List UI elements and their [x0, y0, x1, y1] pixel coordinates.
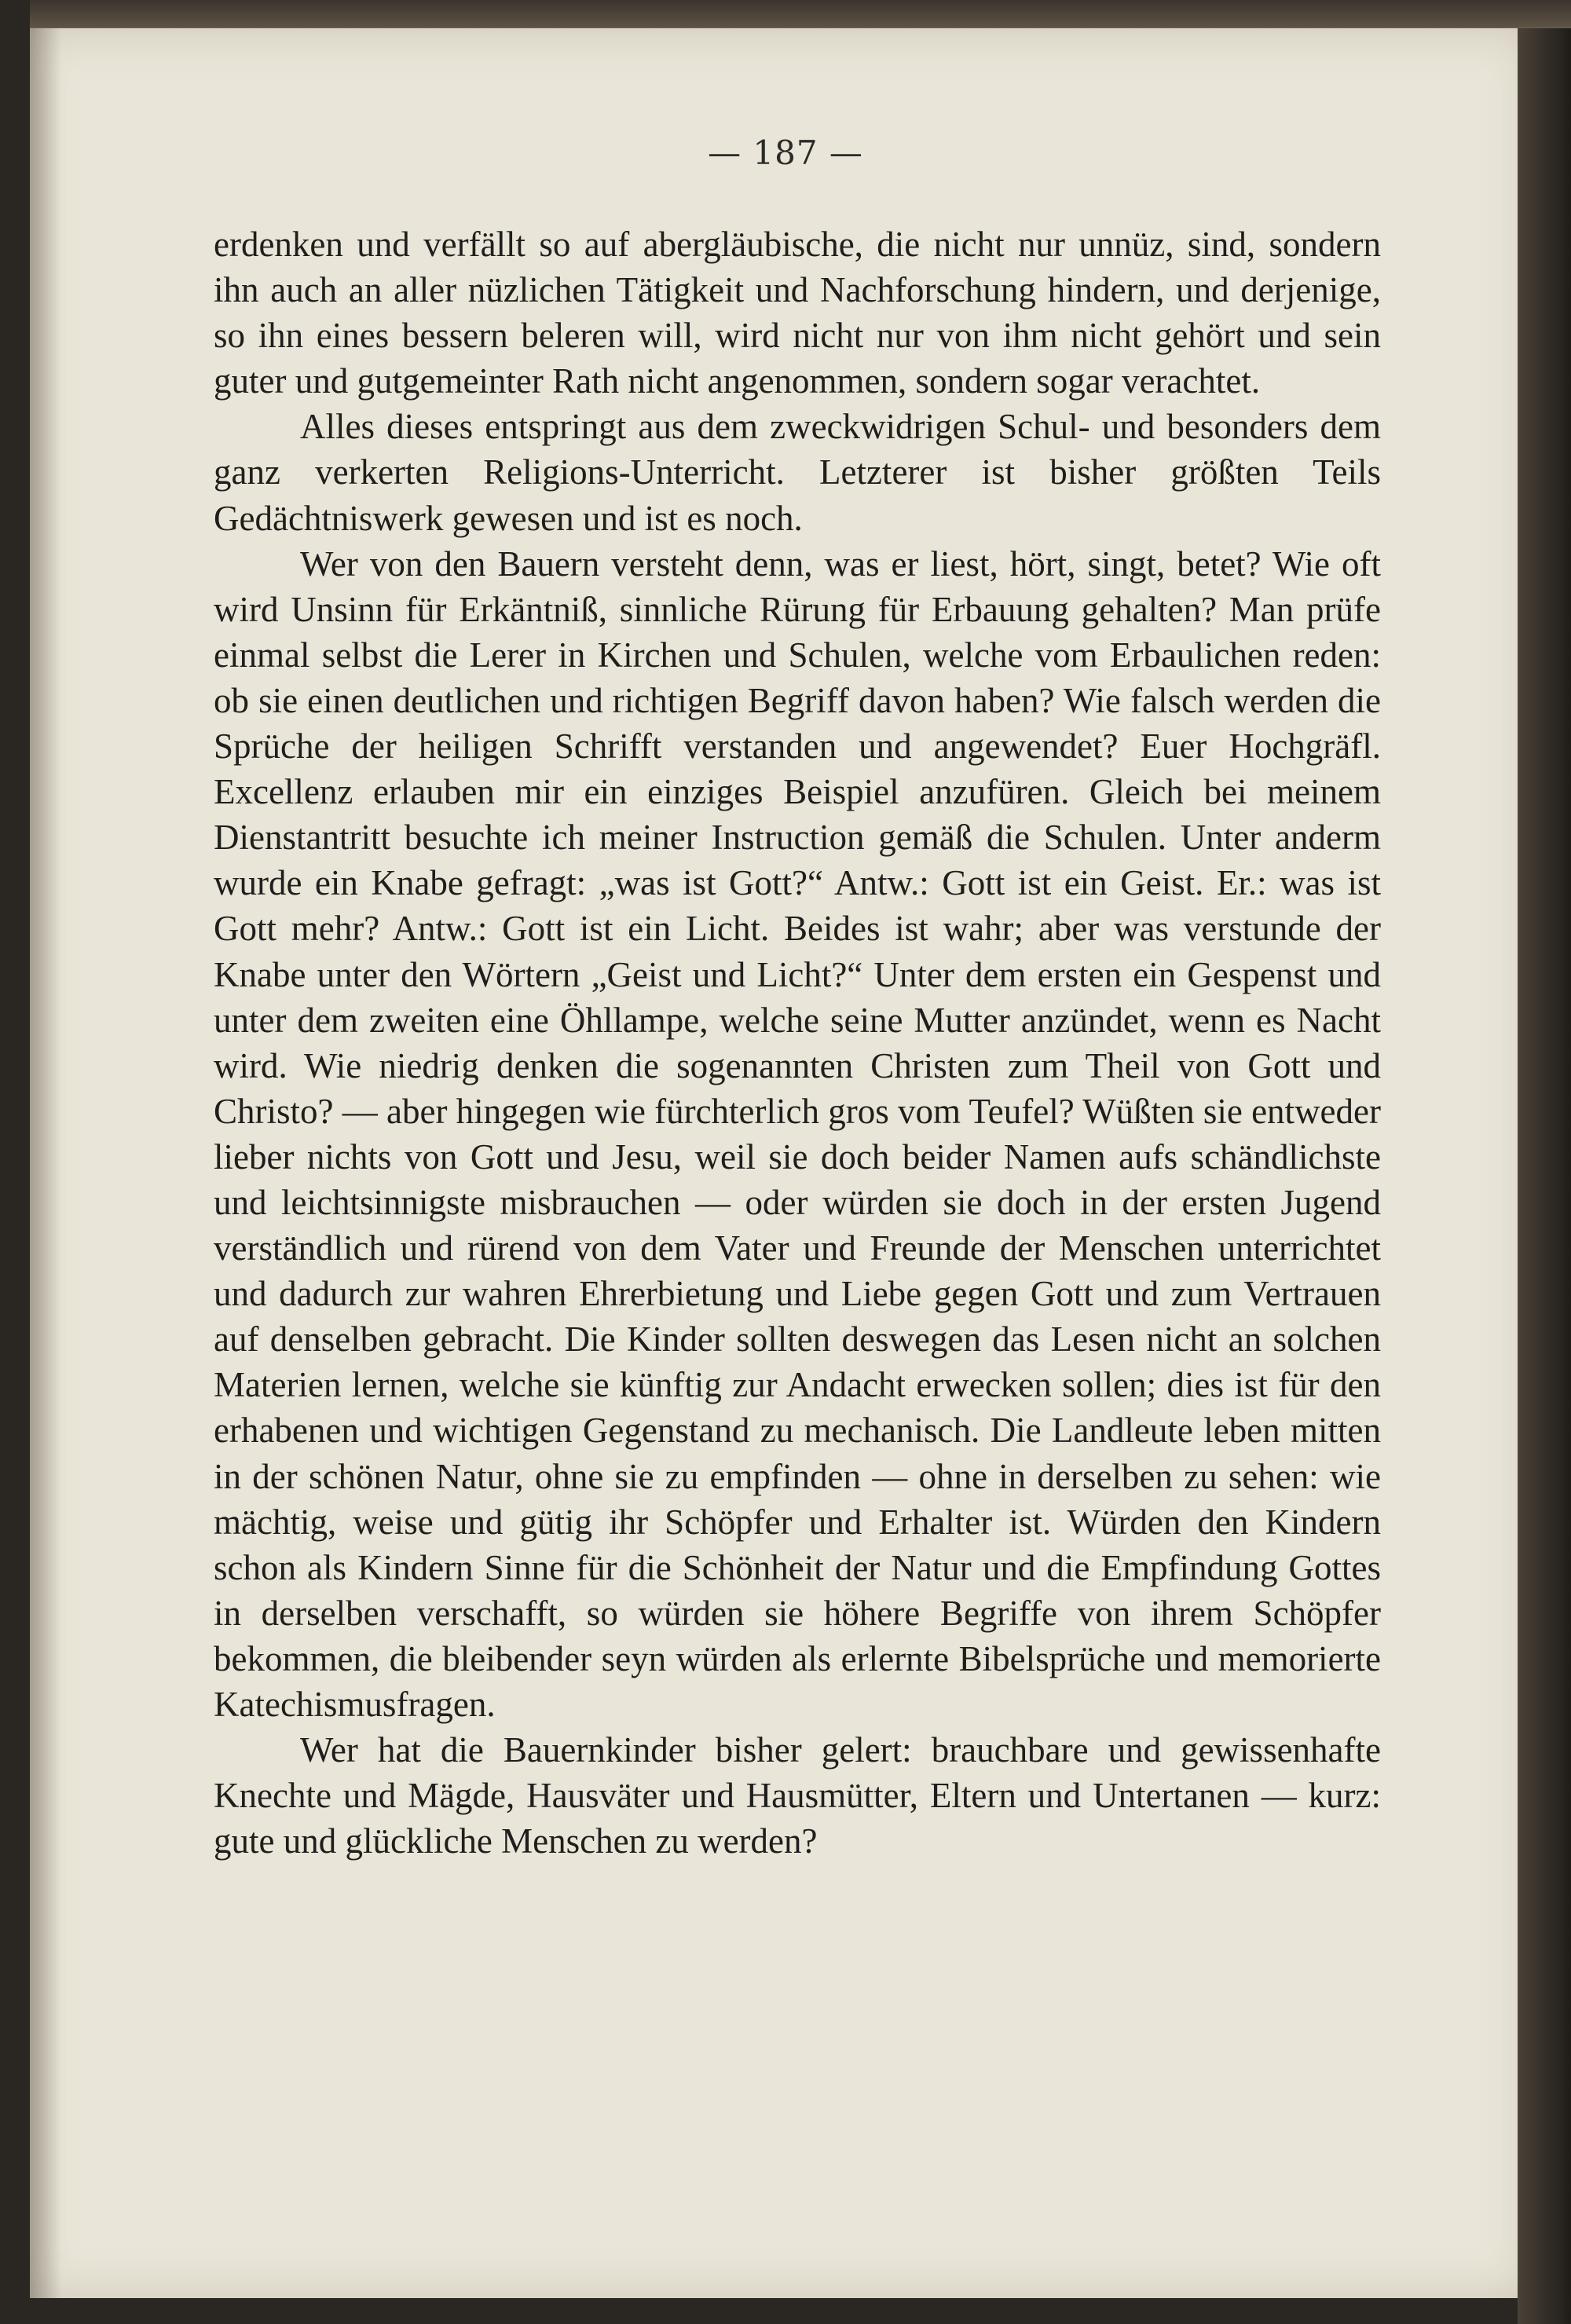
paragraph-3: Wer von den Bauern versteht denn, was er liest, hört, singt, betet? Wie oft wird Unsinn für Erkäntniß, sinnliche Rürung für Erbauung gehalten? Man prüfe einmal selbst die Lerer in Kirchen und Schulen, welche vom Erbaulichen reden: ob sie einen deutlichen und richtigen Begriff davon haben? Wie falsch werden die Sprüche der heiligen Schrifft verstanden und angewendet? Euer Hochgräfl. Excellenz erlauben mir ein einziges Beispiel anzufüren. Gleich bei meinem Dienstantritt besuchte ich meiner Instruction gemäß die Schulen. Unter anderm wurde ein Knabe gefragt: „was ist Gott?“ Antw.: Gott ist ein Geist. Er.: was ist Gott mehr? Antw.: Gott ist ein Licht. Beides ist wahr; aber was verstunde der Knabe unter den Wörtern „Geist und Licht?“ Unter dem ersten ein Gespenst und unter dem zweiten eine Öhllampe, welche seine Mutter anzündet, wenn es Nacht wird. Wie niedrig denken die sogenannten Christen zum Theil von Gott und Christo? — aber hingegen wie fürchterlich gros vom Teufel? Wüßten sie entweder lieber nichts von Gott und Jesu, weil sie doch beider Namen aufs schändlichste und leichtsinnigste misbrauchen — oder würden sie doch in der ersten Jugend verständlich und rürend von dem Vater und Freunde der Menschen unterrichtet und dadurch zur wahren Ehrerbietung und Liebe gegen Gott und zum Vertrauen auf denselben gebracht. Die Kinder sollten deswegen das Lesen nicht an solchen Materien lernen, welche sie künftig zur Andacht erwecken sollen; dies ist für den erhabenen und wichtigen Gegenstand zu mechanisch. Die Landleute leben mitten in der schönen Natur, ohne sie zu empfinden — ohne in derselben zu sehen: wie mächtig, weise und gütig ihr Schöpfer und Erhalter ist. Würden den Kindern schon als Kindern Sinne für die Schönheit der Natur und die Empfindung Gottes in derselben verschafft, so würden sie höhere Begriffe von ihrem Schöpfer bekommen, die bleibender seyn würden als erlernte Bibelsprüche und memorierte Katechismusfragen. — [214, 543, 1381, 1724]
paragraph-1: erdenken und verfällt so auf abergläubische, die nicht nur unnüz, sind, sondern ihn auch an aller nüzlichen Tätigkeit und Nachforschung hindern, und derjenige, so ihn eines bessern beleren will, wird nicht nur von ihm nicht gehört und sein guter und gutgemeinter Rath nicht angenommen, sondern sogar verachtet. — [214, 225, 1381, 401]
book-cover-edge — [1518, 28, 1571, 2324]
gutter-shadow — [30, 28, 61, 2298]
paragraph-2: Alles dieses entspringt aus dem zweckwidrigen Schul- und besonders dem ganz verkerten Religions-Unterricht. Letzterer ist bisher größten Teils Gedächtniswerk gewesen und ist es noch. — [214, 407, 1381, 538]
body-text — [214, 221, 1381, 1864]
page-number: — 187 — — [708, 134, 863, 172]
paragraph-4: Wer hat die Bauernkinder bisher gelert: brauchbare und gewissenhafte Knechte und Mägde, Hausväter und Hausmütter, Eltern und Untertanen — kurz: gute und glückliche Menschen zu werden? — [214, 1730, 1381, 1861]
